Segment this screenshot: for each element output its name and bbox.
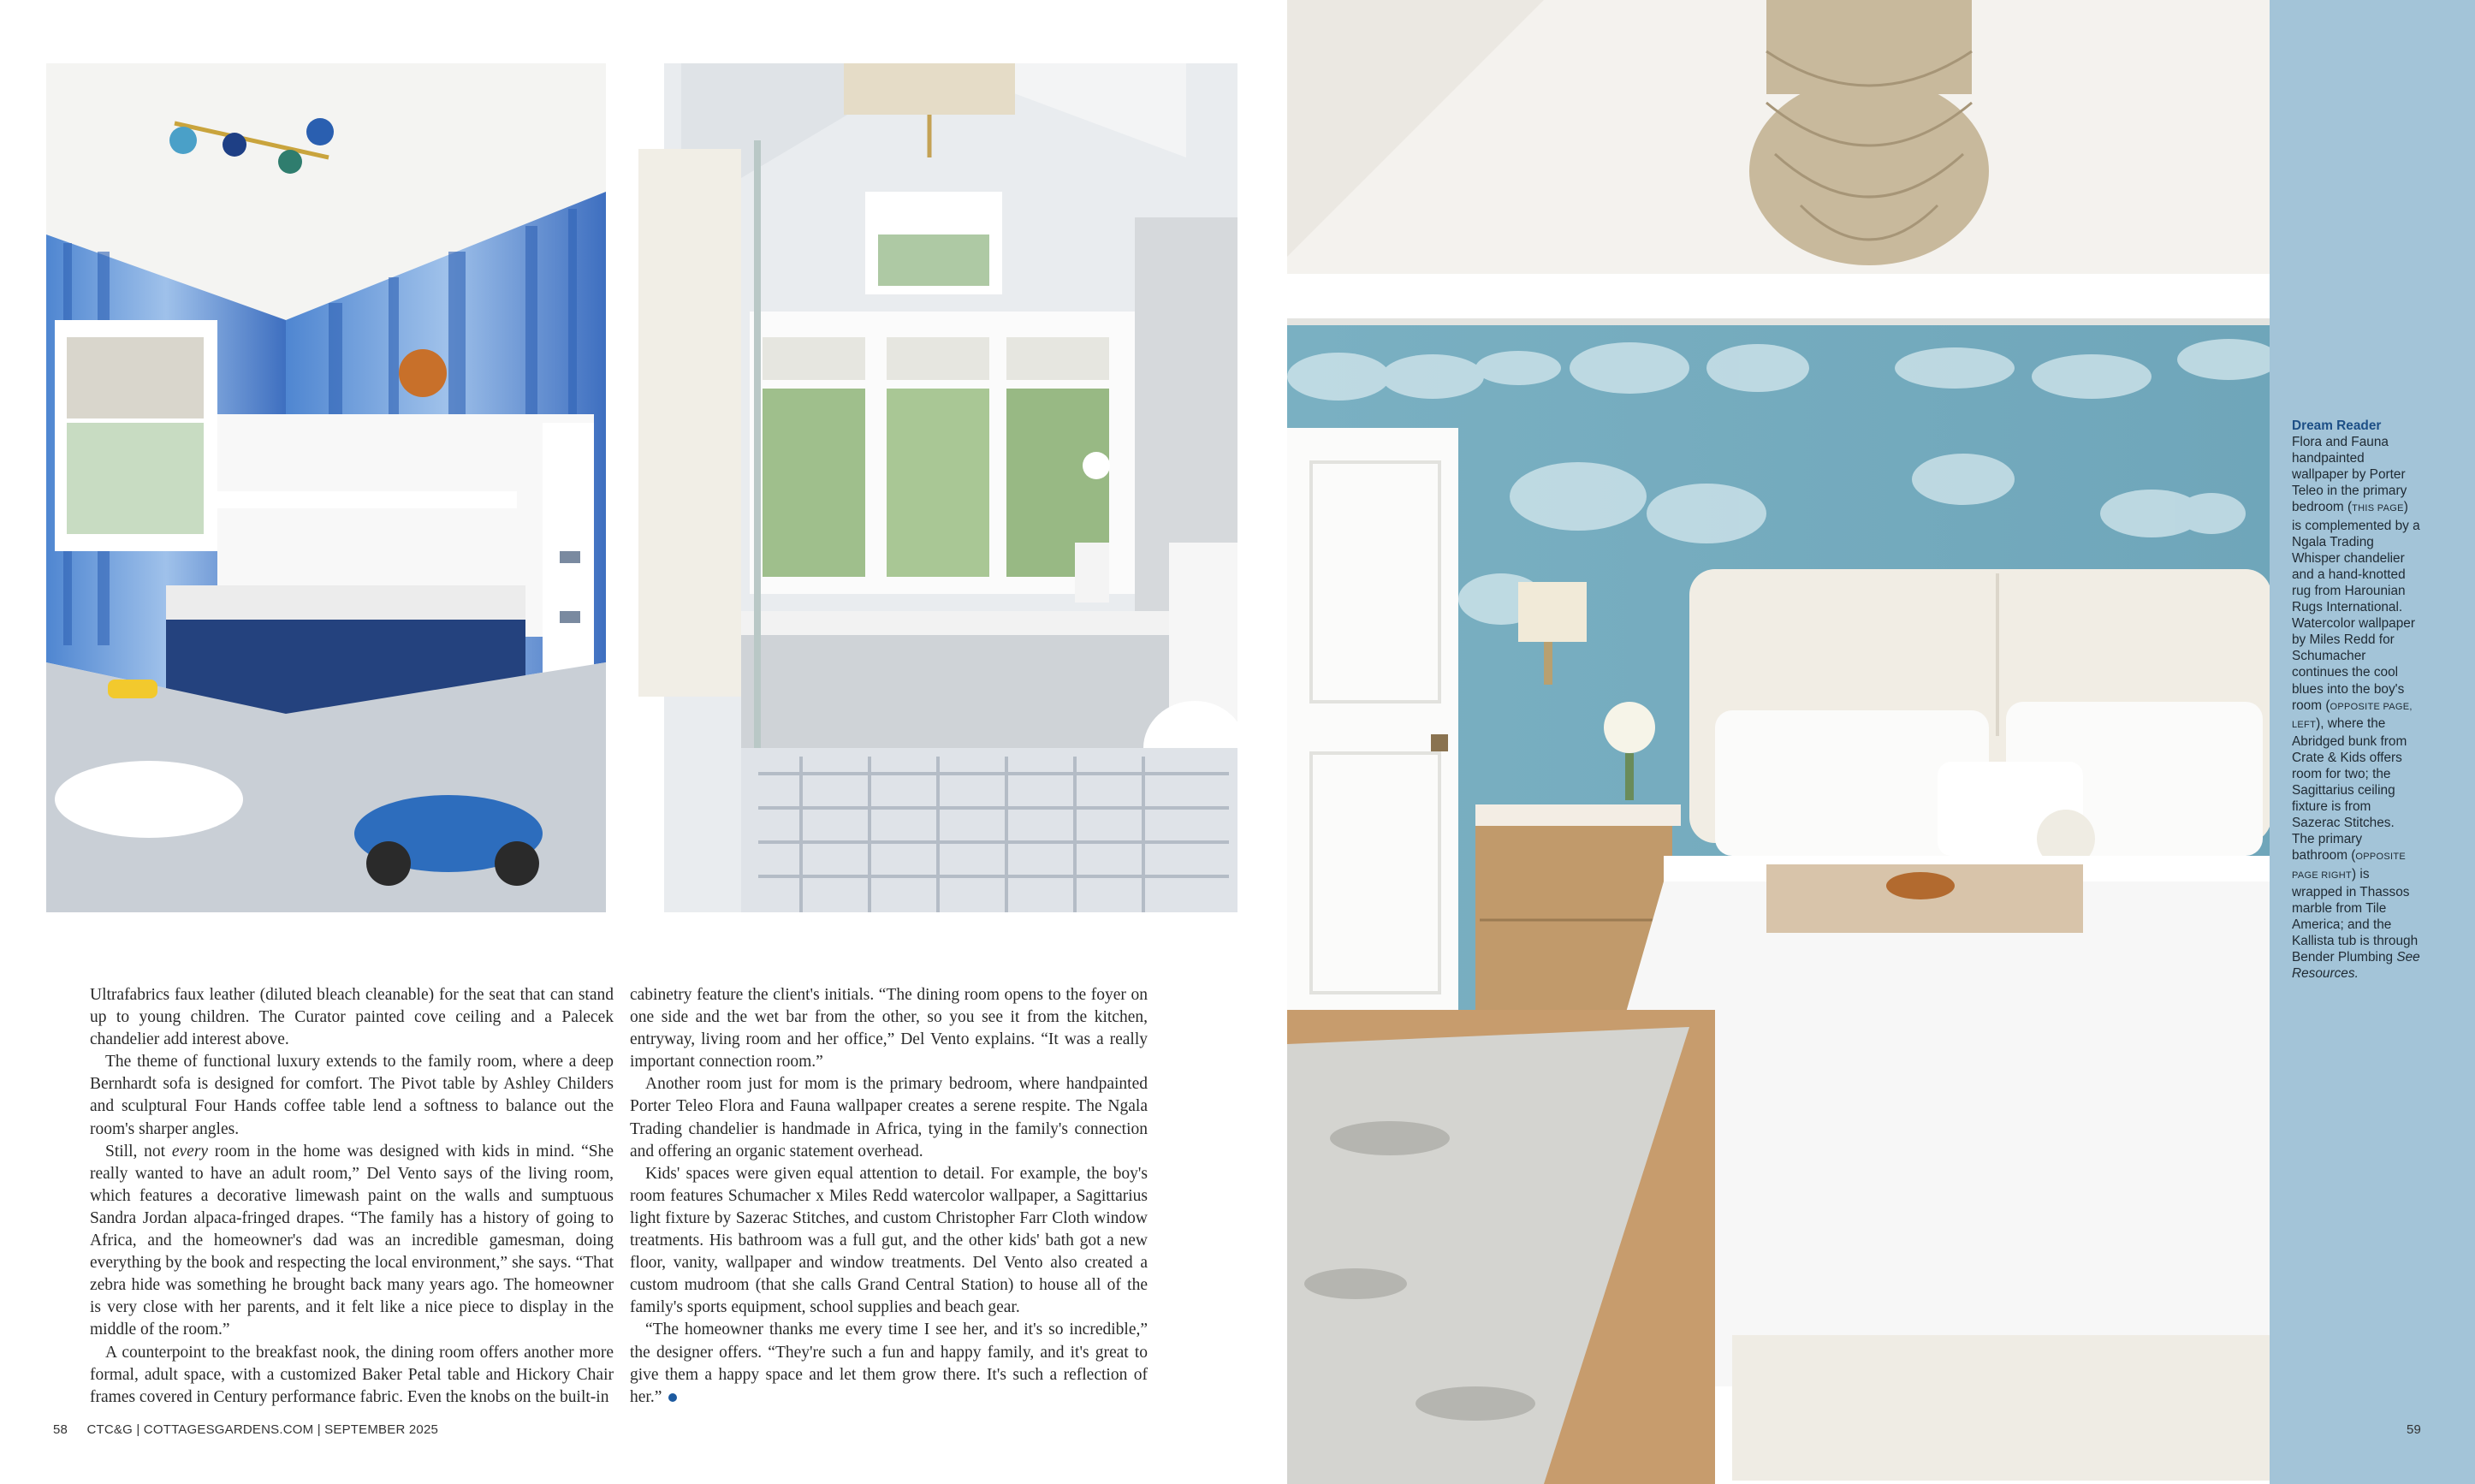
caption-title: Dream Reader [2292, 418, 2382, 433]
paragraph: “The homeowner thanks me every time I see her, and it's so incredible,” the designer offers. “They're such a fun and happy family, and it's great to give them a happy space and let them grow there. It's such a reflection of her.” [630, 1321, 1148, 1406]
caption-locator: OPPOSITE PAGE RIGHT [2292, 852, 2407, 881]
caption-text: ) is complemented by a Ngala Trading Whisper chandelier and a hand-knotted rug from Harounian Rugs International. Watercolor wallpaper by Miles Redd for Schumacher continues the cool blues into the boy's room ( [2292, 500, 2420, 713]
page-number: 58 [53, 1422, 68, 1437]
publication-line: CTC&G | COTTAGESGARDENS.COM | SEPTEMBER 2025 [86, 1422, 439, 1437]
bathroom-photo [630, 63, 1238, 912]
kids-room-photo [46, 63, 606, 912]
paragraph: Kids' spaces were given equal attention to detail. For example, the boy's room features Schumacher x Miles Redd watercolor wallpaper, a Sagittarius light fixture by Sazerac Stitches, and custom Christopher Farr Cloth window treatments. His bathroom was a full gut, and the other kids' bath got a new floor, vanity, wallpaper and window treatments. Del Vento also created a custom mudroom (that she calls Grand Central Station) to house all of the family's sports equipment, school supplies and beach gear. [630, 1164, 1148, 1317]
page-number-right: 59 [2407, 1422, 2422, 1437]
caption-text: ) is wrapped in Thassos marble from Tile America; and the Kallista tub is through Bender Plumbing [2292, 866, 2419, 965]
article-column-left [90, 984, 614, 1409]
paragraph: The theme of functional luxury extends to the family room, where a deep Bernhardt sofa is designed for comfort. The Pivot table by Ashley Childers and sculptural Four Hands coffee table lend a softness to balance out the room's sharper angles. [90, 1053, 614, 1138]
end-mark-icon [668, 1393, 677, 1402]
caption-locator: THIS PAGE [2352, 503, 2404, 514]
photo-caption [2292, 418, 2420, 982]
paragraph: cabinetry feature the client's initials. “The dining room opens to the foyer on one side and the wet bar from the other, so you see it from the kitchen, entryway, living room and her office,” Del Vento explains. “It was a really important connection room.” [630, 986, 1148, 1071]
paragraph: A counterpoint to the breakfast nook, the dining room offers another more formal, adult space, with a customized Baker Petal table and Hickory Chair frames covered in Century performance fabric. Even the knobs on the built-in [90, 1343, 614, 1406]
paragraph: Still, not every room in the home was designed with kids in mind. “She really wanted to have an adult room,” Del Vento says of the living room, which features a decorative limewash paint on the walls and sumptuous Sandra Jordan alpaca-fringed drapes. “The family has a history of going to Africa, and the homeowner's dad was an incredible gamesman, doing everything by the book and respecting the local environment,” she says. “That zebra hide was something he brought back many years ago. The homeowner is very close with her parents, and it felt like a nice piece to display in the middle of the room.” [90, 1142, 614, 1339]
caption-text: ), where the Abridged bunk from Crate & Kids offers room for two; the Sagittarius ceiling fixture is from Sazerac Stitches. The primary bathroom ( [2292, 715, 2407, 864]
caption-text: Flora and Fauna handpainted wallpaper by Porter Teleo in the primary bedroom ( [2292, 435, 2407, 515]
caption-locator: OPPOSITE PAGE, LEFT [2292, 701, 2413, 730]
see-resources: See Resources. [2292, 950, 2420, 982]
footer-left [53, 1422, 438, 1437]
paragraph: Ultrafabrics faux leather (diluted bleach cleanable) for the seat that can stand up to young children. The Curator painted cove ceiling and a Palecek chandelier add interest above. [90, 986, 614, 1049]
bedroom-photo [1287, 0, 2270, 1484]
article-column-right [630, 984, 1148, 1409]
paragraph: Another room just for mom is the primary bedroom, where handpainted Porter Teleo Flora and Fauna wallpaper creates a serene respite. The Ngala Trading chandelier is handmade in Africa, tying in the family's connection and offering an organic statement overhead. [630, 1075, 1148, 1160]
